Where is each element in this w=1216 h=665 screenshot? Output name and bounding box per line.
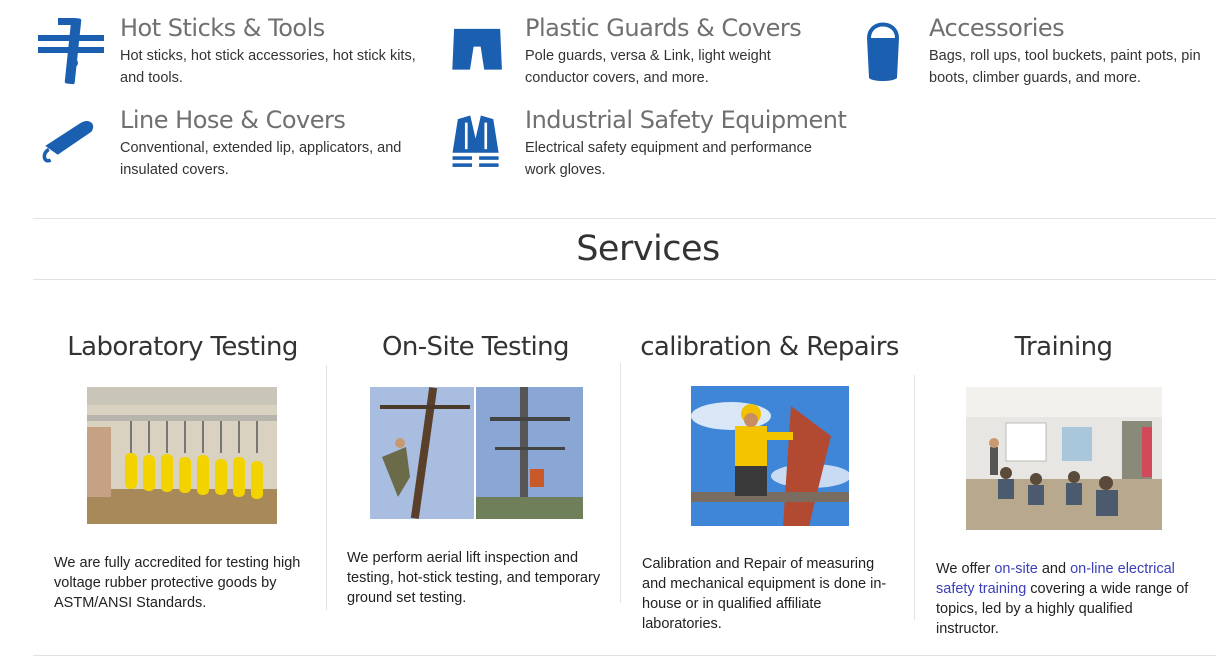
laboratory-testing-photo[interactable] [87,387,277,524]
service-training [921,320,1206,650]
service-laboratory-testing [40,320,325,650]
service-description: We are fully accredited for testing high voltage rubber protective goods by ASTM/ANSI Standards. [54,555,301,611]
service-calibration-repairs [627,320,912,650]
category-description: Conventional, extended lip, applicators, and insulated covers. [120,140,402,178]
category-title: Line Hose & Covers [120,106,346,134]
service-title: Laboratory Testing [67,332,298,362]
training-text-before: We offer [936,561,995,577]
category-title: Accessories [929,14,1065,42]
category-title: Plastic Guards & Covers [525,14,802,42]
service-description: Calibration and Repair of measuring and mechanical equipment is done in-house or in qualified affiliate laboratories. [642,556,887,632]
training-photo[interactable] [966,387,1162,530]
hot-stick-icon [38,16,108,86]
divider [33,218,1216,219]
service-description [936,559,1198,639]
category-industrial-safety[interactable] [443,106,847,181]
service-title: On-Site Testing [382,332,569,362]
bucket-icon [849,16,919,86]
category-accessories[interactable] [847,14,1216,89]
category-hot-sticks[interactable] [38,14,438,89]
line-hose-icon [40,114,102,176]
category-title: Hot Sticks & Tools [120,14,325,42]
category-plastic-guards[interactable] [443,14,843,89]
column-separator [620,363,621,603]
on-site-testing-photo[interactable] [370,387,583,519]
on-line-training-link[interactable]: on-line electrical safety training [936,561,1175,597]
category-description: Pole guards, versa & Link, light weight conductor covers, and more. [525,48,771,86]
column-separator [914,375,915,620]
service-title: Training [1014,332,1113,362]
divider [33,655,1216,656]
category-description: Bags, roll ups, tool buckets, paint pots, pin boots, climber guards, and more. [929,48,1201,86]
service-on-site-testing [333,320,618,650]
service-title: calibration & Repairs [640,332,899,362]
category-description: Electrical safety equipment and performance work gloves. [525,140,812,178]
divider [33,279,1216,280]
column-separator [326,365,327,610]
category-description: Hot sticks, hot stick accessories, hot stick kits, and tools. [120,48,416,86]
calibration-repairs-photo[interactable] [691,386,849,526]
training-text-mid: and [1037,561,1071,577]
training-text-after: covering a wide range of topics, led by a highly qualified instructor. [936,581,1189,637]
guard-cover-icon [447,20,509,82]
category-line-hose[interactable] [38,106,438,181]
category-title: Industrial Safety Equipment [525,106,847,134]
service-description: We perform aerial lift inspection and testing, hot-stick testing, and temporary ground set testing. [347,550,601,606]
on-site-link[interactable]: on-site [994,561,1038,577]
services-heading: Services [576,229,720,269]
safety-vest-icon [449,112,511,174]
